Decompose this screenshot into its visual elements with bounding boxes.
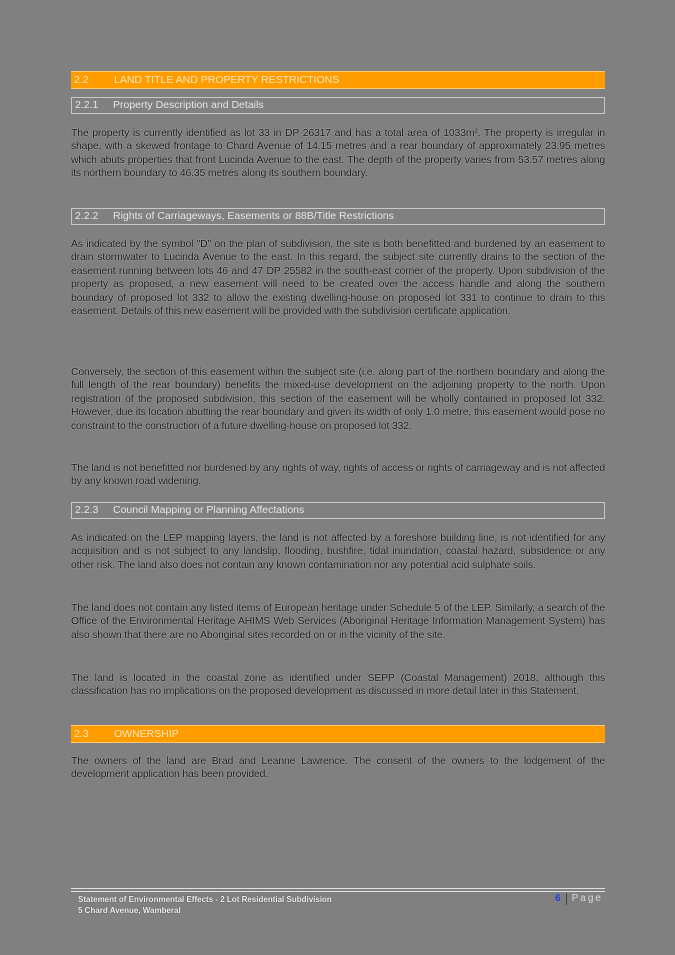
page-number: 6 xyxy=(555,893,561,904)
section-heading-2-2 xyxy=(71,71,605,89)
section-number: 2.3 xyxy=(74,728,89,740)
subsection-number: 2.2.3 xyxy=(75,504,99,516)
section-heading-2-3 xyxy=(71,725,605,743)
paragraph-coastal-zone: The land is located in the coastal zone as identified under SEPP (Coastal Management) 2018, although this classification has no implications on the proposed development as discussed in more detail later in this Statement. xyxy=(71,673,605,698)
section-number: 2.2 xyxy=(74,74,89,86)
footer-divider xyxy=(71,891,605,892)
section-title: OWNERSHIP xyxy=(114,728,179,740)
subsection-heading-2-2-3 xyxy=(71,502,605,519)
subsection-heading-2-2-1 xyxy=(71,97,605,114)
subsection-number: 2.2.2 xyxy=(75,210,99,222)
paragraph-easement-benefit: Conversely, the section of this easement within the subject site (i.e. along part of the northern boundary and along the full length of the rear boundary) benefits the mixed-use development on the adjoining property to the north. Upon registration of the proposed subdivision, this section of the easement will be wholly contained in proposed lot 332. However, due its location abutting the rear boundary and given its width of only 1.0 metre, this easement would pose no constraint to the construction of a future dwelling-house on proposed lot 332. xyxy=(71,367,605,432)
paragraph-rights-of-way: The land is not benefitted nor burdened by any rights of way, rights of access or rights of carriageway and is not affected by any known road widening. xyxy=(71,463,605,488)
page-separator xyxy=(566,893,567,905)
paragraph-heritage: The land does not contain any listed items of European heritage under Schedule 5 of the LEP. Similarly, a search of the Office of the Environmental Heritage AHIMS Web Services (Aboriginal Heritage Information Management System) has also shown that there are no Aboriginal sites recorded on or in the vicinity of the site. xyxy=(71,603,605,641)
paragraph-lep-mapping: As indicated on the LEP mapping layers, the land is not affected by a foreshore building line, is not identified for any acquisition and is not subject to any landslip, flooding, bushfire, tidal inundation, coastal hazard, subsidence or any other risk. The land also does not contain any known contamination nor any potential acid sulphate soils. xyxy=(71,533,605,571)
subsection-number: 2.2.1 xyxy=(75,99,99,111)
subsection-title: Rights of Carriageways, Easements or 88B/Title Restrictions xyxy=(113,210,394,222)
page-indicator xyxy=(555,893,603,905)
paragraph-easement-burden: As indicated by the symbol "D" on the plan of subdivision, the site is both benefitted and burdened by an easement to drain stormwater to Lucinda Avenue to the east. In this regard, the subject site currently drains to the section of the easement running between lots 46 and 47 DP 25582 in the south-east corner of the property. Upon subdivision of the property as proposed, a new easement will need to be created over the access handle and along the southern boundary of proposed lot 332 to allow the existing dwelling-house on proposed lot 331 to continue to drain to this easement. Details of this new easement will be provided with the subdivision certificate application. xyxy=(71,239,605,318)
footer-address: 5 Chard Avenue, Wamberal xyxy=(78,906,181,915)
footer-document-info xyxy=(78,894,332,916)
paragraph-property-description: The property is currently identified as lot 33 in DP 26317 and has a total area of 1033m². The property is irregular in shape, with a skewed frontage to Chard Avenue of 14.15 metres and a rear boundary of approximately 23.95 metres which abuts properties that front Lucinda Avenue to the east. The depth of the property varies from 53.57 metres along its northern boundary to 46.35 metres along its southern boundary. xyxy=(71,128,605,180)
footer-divider xyxy=(71,888,605,889)
paragraph-ownership: The owners of the land are Brad and Leanne Lawrence. The consent of the owners to the lodgement of the development application has been provided. xyxy=(71,756,605,781)
subsection-heading-2-2-2 xyxy=(71,208,605,225)
footer-title: Statement of Environmental Effects - 2 Lot Residential Subdivision xyxy=(78,895,332,904)
subsection-title: Council Mapping or Planning Affectations xyxy=(113,504,305,516)
subsection-title: Property Description and Details xyxy=(113,99,264,111)
section-title: LAND TITLE AND PROPERTY RESTRICTIONS xyxy=(114,74,340,86)
page-label: Page xyxy=(571,893,603,904)
